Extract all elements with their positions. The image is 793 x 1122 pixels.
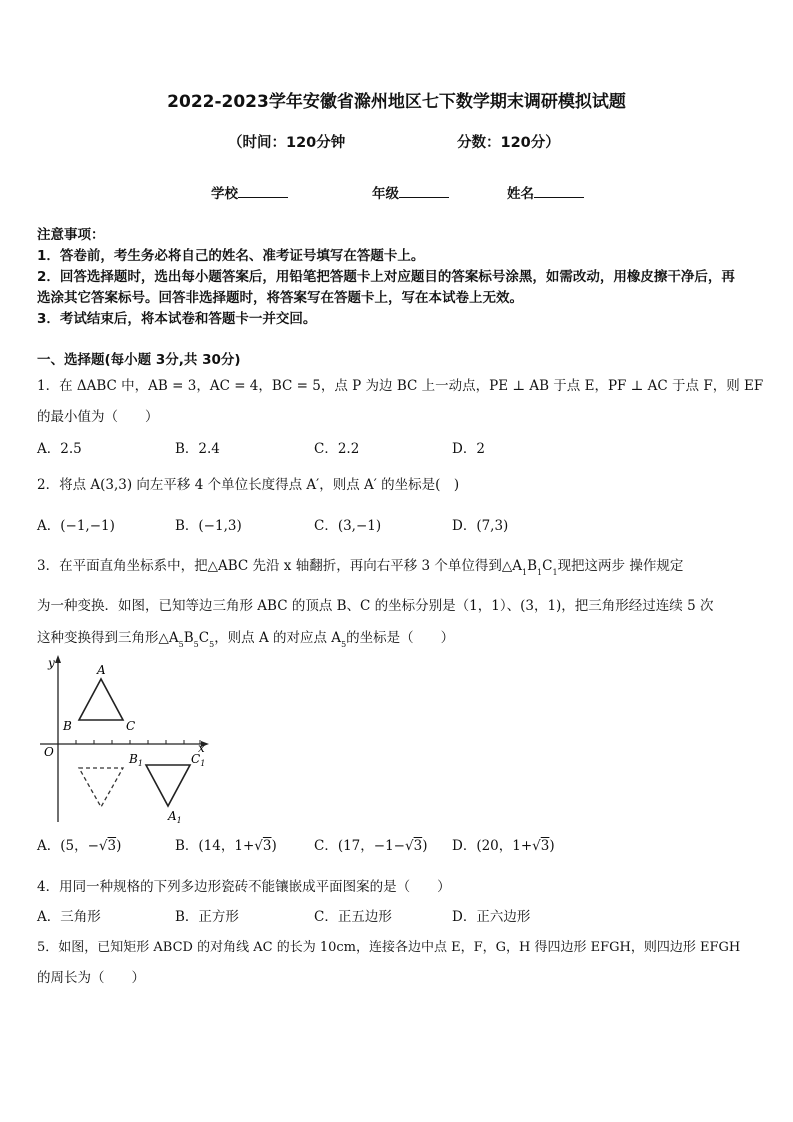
subscript: 5 [341, 640, 347, 649]
question-3-text [37, 554, 684, 577]
reflected-triangle [79, 768, 123, 807]
y-axis-arrow [55, 655, 61, 663]
q2-option-a[interactable]: A．(−1,−1) [37, 518, 115, 534]
q3-line3-d: ，则点 A 的对应点 A [214, 630, 342, 646]
question-2-text: 2．将点 A(3,3) 向左平移 4 个单位长度得点 A′，则点 A′ 的坐标是( ) [37, 477, 460, 493]
triangle-abc [79, 679, 123, 720]
subscript: 1 [552, 568, 558, 577]
q3-coordinate-figure [34, 652, 214, 828]
note-item: 3．考试结束后，将本试卷和答题卡一并交回。 [37, 311, 317, 327]
note-item: 选涂其它答案标号。回答非选择题时，将答案写在答题卡上，写在本试卷上无效。 [37, 290, 523, 306]
grade-label: 年级 [372, 186, 399, 202]
question-3-text-cont: 为一种变换．如图，已知等边三角形 ABC 的顶点 B、C 的坐标分别是（1，1）、(3，1)，把三角形经过连续 5 次 [37, 598, 714, 614]
vertex-a1-label: $A_1$ [168, 809, 182, 825]
question-3-text-cont2 [37, 626, 455, 649]
question-5-text: 5．如图，已知矩形 ABCD 的对角线 AC 的长为 10cm，连接各边中点 E，F，G，H 得四边形 EFGH，则四边形 EFGH [37, 940, 741, 955]
q3-option-c[interactable] [314, 834, 427, 854]
question-1-text-cont: 的最小值为（ ） [37, 409, 159, 425]
option-text: D．(20，1+ [452, 838, 533, 854]
q3-line1-b: B [527, 558, 538, 574]
notes-heading: 注意事项： [37, 227, 105, 243]
q3-line3-a: 这种变换得到三角形△A [37, 630, 179, 646]
grade-blank [399, 185, 449, 198]
name-field [507, 182, 584, 202]
name-blank [534, 185, 584, 198]
question-1-text: 1．在 ΔABC 中，AB = 3，AC = 4，BC = 5，点 P 为边 BC 上一动点，PE ⊥ AB 于点 E，PF ⊥ AC 于点 F，则 EF [37, 378, 764, 394]
q4-option-b[interactable]: B．正方形 [175, 909, 239, 925]
subscript: 5 [209, 640, 215, 649]
option-text: ) [422, 838, 428, 854]
school-field [211, 182, 288, 202]
note-item: 2．回答选择题时，选出每小题答案后，用铅笔把答题卡上对应题目的答案标号涂黑，如需改动，用橡皮擦干净后，再 [37, 269, 735, 285]
q2-option-c[interactable]: C．(3,−1) [314, 518, 382, 534]
q2-option-b[interactable]: B．(−1,3) [175, 518, 242, 534]
vertex-c1-label: $C_1$ [191, 752, 206, 768]
q1-option-d[interactable]: D．2 [452, 441, 485, 457]
q4-option-d[interactable]: D．正六边形 [452, 909, 531, 925]
q3-line3-c: C [198, 630, 210, 646]
option-text: ) [549, 838, 555, 854]
grade-field [372, 182, 449, 202]
q3-option-d[interactable] [452, 834, 555, 854]
sqrt-icon: √ [98, 838, 108, 854]
option-text: ) [116, 838, 122, 854]
vertex-b1-label: $B_1$ [129, 752, 143, 768]
option-text: C．(17，−1− [314, 838, 405, 854]
note-item: 1．答卷前，考生务必将自己的姓名、准考证号填写在答题卡上。 [37, 248, 425, 264]
time-info: （时间：120分钟 [228, 135, 346, 151]
page-title: 2022-2023学年安徽省滁州地区七下数学期末调研模拟试题 [167, 92, 626, 112]
q3-line3-e: 的坐标是（ ） [346, 630, 455, 646]
option-text: A．(5，− [37, 838, 99, 854]
origin-label: O [44, 745, 54, 759]
subscript: 5 [193, 640, 199, 649]
sqrt-icon: √ [405, 838, 414, 854]
radicand: 3 [107, 838, 117, 854]
subscript: 1 [537, 568, 543, 577]
vertex-c-label: C [126, 719, 136, 733]
radicand: 3 [262, 838, 272, 854]
q4-option-a[interactable]: A．三角形 [37, 909, 101, 925]
school-blank [238, 185, 288, 198]
school-label: 学校 [211, 186, 238, 202]
section-heading: 一、选择题(每小题 3分,共 30分) [37, 352, 241, 368]
question-4-text: 4．用同一种规格的下列多边形瓷砖不能镶嵌成平面图案的是（ ） [37, 879, 451, 895]
q1-option-b[interactable]: B．2.4 [175, 441, 220, 457]
q3-line1-c: C [542, 558, 553, 574]
radicand: 3 [413, 838, 423, 854]
sqrt-icon: √ [254, 838, 263, 854]
q3-option-b[interactable] [175, 834, 277, 854]
option-text: B．(14，1+ [175, 838, 255, 854]
q3-option-a[interactable] [37, 834, 121, 854]
vertex-b-label: B [63, 719, 72, 733]
q1-option-a[interactable]: A．2.5 [37, 441, 82, 457]
radicand: 3 [540, 838, 550, 854]
name-label: 姓名 [507, 186, 534, 202]
question-5-text-cont: 的周长为（ ） [37, 970, 145, 986]
q1-option-c[interactable]: C．2.2 [314, 441, 360, 457]
sqrt-icon: √ [532, 838, 541, 854]
triangle-a1b1c1 [146, 765, 190, 806]
vertex-a-label: A [97, 663, 106, 677]
subscript: 5 [178, 640, 184, 649]
option-text: ) [271, 838, 277, 854]
q4-option-c[interactable]: C．正五边形 [314, 909, 392, 925]
q3-line1-d: 现把这两步 操作规定 [557, 558, 684, 574]
q3-line3-b: B [183, 630, 194, 646]
subscript: 1 [522, 568, 528, 577]
q3-line1: 3．在平面直角坐标系中，把△ABC 先沿 x 轴翻折，再向右平移 3 个单位得到△A [37, 558, 523, 574]
y-axis-label: y [48, 656, 55, 670]
x-axis-label: x [198, 741, 205, 755]
q2-option-d[interactable]: D．(7,3) [452, 518, 509, 534]
score-info: 分数：120分） [457, 135, 560, 151]
